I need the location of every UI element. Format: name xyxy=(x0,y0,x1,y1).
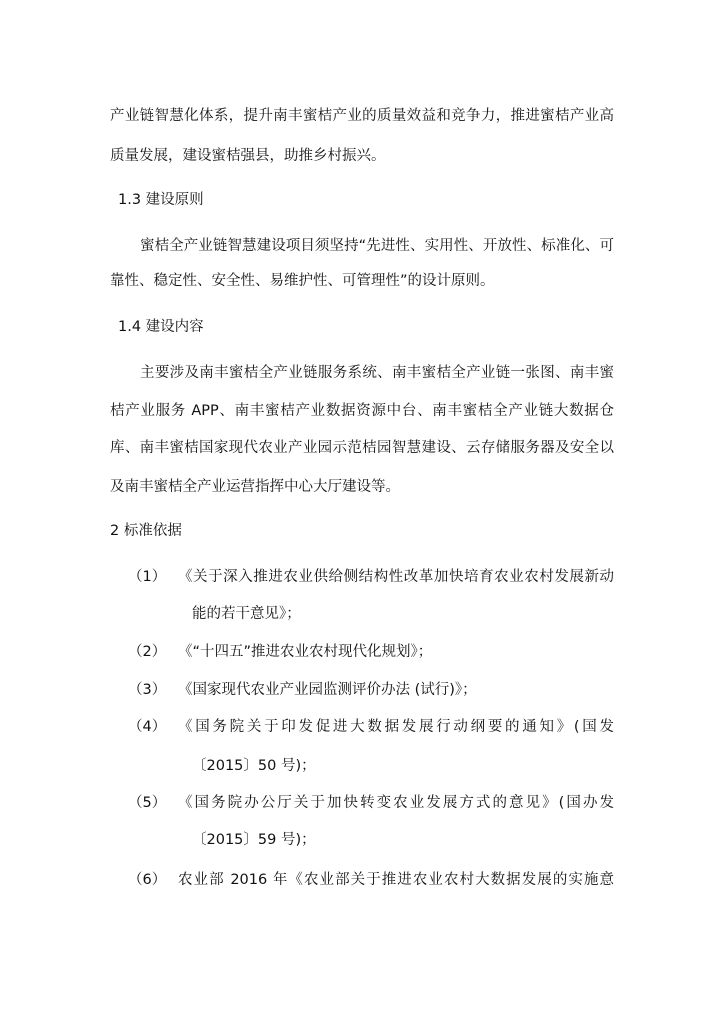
intro-line-1: 产业链智慧化体系，提升南丰蜜桔产业的质量效益和竞争力，推进蜜桔产业高 xyxy=(110,108,614,124)
section-1-4-line-1: 主要涉及南丰蜜桔全产业链服务系统、南丰蜜桔全产业链一张图、南丰蜜 xyxy=(140,365,614,381)
intro-line-2: 质量发展，建设蜜桔强县，助推乡村振兴。 xyxy=(110,148,386,164)
reference-number: （1） xyxy=(128,569,167,585)
reference-number: （5） xyxy=(128,795,167,811)
reference-number: （3） xyxy=(128,682,167,698)
section-1-4-line-2: 桔产业服务 APP、南丰蜜桔产业数据资源中台、南丰蜜桔全产业链大数据仓 xyxy=(110,403,614,419)
section-1-3-title: 1.3 建设原则 xyxy=(118,192,204,208)
reference-text: 《国务院关于印发促进大数据发展行动纲要的通知》(国发 xyxy=(178,719,614,735)
section-1-3-line-1: 蜜桔全产业链智慧建设项目须坚持“先进性、实用性、开放性、标准化、可 xyxy=(140,238,614,254)
reference-text: 《“十四五”推进农业农村现代化规划》； xyxy=(178,644,433,660)
reference-number: （2） xyxy=(128,644,167,660)
reference-number: （6） xyxy=(128,872,167,888)
section-1-4-line-3: 库、南丰蜜桔国家现代农业产业园示范桔园智慧建设、云存储服务器及安全以 xyxy=(110,440,614,456)
reference-text: 《国家现代农业产业园监测评价办法 (试行)》； xyxy=(178,682,477,698)
section-1-4-title: 1.4 建设内容 xyxy=(118,319,204,335)
section-1-3-line-2: 靠性、稳定性、安全性、易维护性、可管理性”的设计原则。 xyxy=(110,273,495,289)
reference-text: 《国务院办公厅关于加快转变农业发展方式的意见》(国办发 xyxy=(178,795,614,811)
section-1-4-line-4: 及南丰蜜桔全产业运营指挥中心大厅建设等。 xyxy=(110,479,400,495)
reference-text: 《关于深入推进农业供给侧结构性改革加快培育农业农村发展新动 xyxy=(178,569,614,585)
reference-text: 农业部 2016 年《农业部关于推进农业农村大数据发展的实施意 xyxy=(178,872,614,888)
reference-text-continued: 〔2015〕59 号)； xyxy=(192,832,316,848)
reference-text-continued: 能的若干意见》； xyxy=(192,606,301,622)
reference-number: （4） xyxy=(128,719,167,735)
section-2-title: 2 标准依据 xyxy=(110,523,182,539)
reference-text-continued: 〔2015〕50 号)； xyxy=(192,758,316,774)
